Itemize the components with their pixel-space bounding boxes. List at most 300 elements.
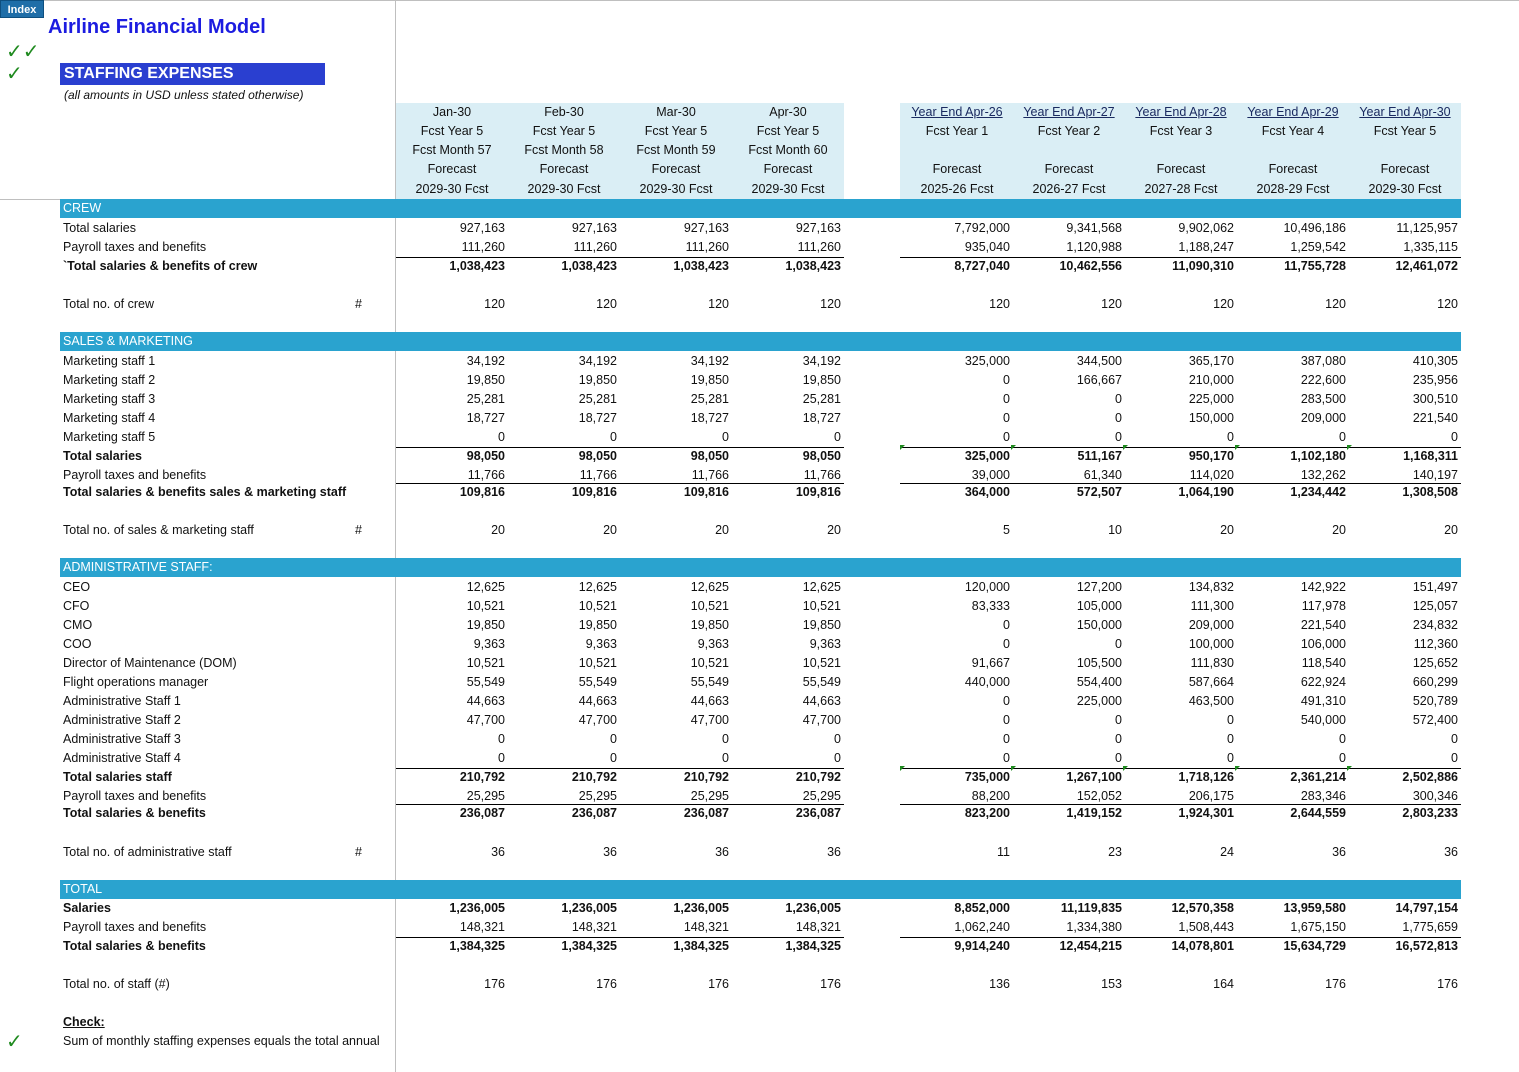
table-cell[interactable]: 1,384,325 [673, 939, 729, 953]
table-cell[interactable]: 16,572,813 [1395, 939, 1458, 953]
table-cell[interactable]: 0 [1115, 637, 1122, 651]
table-cell[interactable]: 47,700 [802, 713, 841, 727]
table-cell[interactable]: 9,363 [585, 637, 617, 651]
table-cell[interactable]: 10,521 [466, 599, 505, 613]
table-cell[interactable]: 10,521 [690, 599, 729, 613]
table-cell[interactable]: 236,087 [683, 806, 729, 820]
table-cell[interactable]: 0 [1003, 637, 1010, 651]
table-cell[interactable]: 109,816 [459, 485, 505, 499]
table-cell[interactable]: 12,625 [802, 580, 841, 594]
table-cell[interactable]: 105,000 [1076, 599, 1122, 613]
table-cell[interactable]: 20 [1220, 523, 1234, 537]
table-cell[interactable]: 18,727 [578, 411, 617, 425]
table-cell[interactable]: 0 [834, 732, 841, 746]
table-cell[interactable]: 1,924,301 [1178, 806, 1234, 820]
section-title: STAFFING EXPENSES [60, 63, 325, 85]
table-cell[interactable]: 1,775,659 [1402, 920, 1458, 934]
table-cell[interactable]: 463,500 [1188, 694, 1234, 708]
table-cell[interactable]: 36 [491, 845, 505, 859]
table-cell[interactable]: 18,727 [690, 411, 729, 425]
table-cell[interactable]: 491,310 [1300, 694, 1346, 708]
table-cell[interactable]: 44,663 [690, 694, 729, 708]
table-cell[interactable]: 0 [610, 430, 617, 444]
table-cell[interactable]: 148,321 [571, 920, 617, 934]
table-cell[interactable]: 0 [1451, 732, 1458, 746]
table-cell[interactable]: 0 [1339, 732, 1346, 746]
table-cell[interactable]: 1,236,005 [449, 901, 505, 915]
table-cell[interactable]: 10,521 [802, 599, 841, 613]
table-cell[interactable]: 140,197 [1412, 468, 1458, 482]
row-label: Marketing staff 2 [63, 373, 156, 387]
table-cell[interactable]: 98,050 [802, 449, 841, 463]
table-cell[interactable]: 47,700 [578, 713, 617, 727]
table-cell[interactable]: 166,667 [1076, 373, 1122, 387]
table-cell[interactable]: 9,363 [809, 637, 841, 651]
table-cell[interactable]: 120 [1325, 297, 1346, 311]
table-cell[interactable]: 1,308,508 [1402, 485, 1458, 499]
table-cell[interactable]: 120 [484, 297, 505, 311]
column-header-2-line-3: Fcst Month 58 [524, 143, 604, 157]
table-cell[interactable]: 148,321 [459, 920, 505, 934]
table-cell[interactable]: 12,625 [466, 580, 505, 594]
table-cell[interactable]: 13,959,580 [1283, 901, 1346, 915]
table-cell[interactable]: 47,700 [466, 713, 505, 727]
table-cell[interactable]: 1,120,988 [1066, 240, 1122, 254]
table-cell[interactable]: 20 [491, 523, 505, 537]
table-cell[interactable]: 410,305 [1412, 354, 1458, 368]
table-cell[interactable]: 0 [1227, 732, 1234, 746]
table-cell[interactable]: 927,163 [459, 221, 505, 235]
table-cell[interactable]: 0 [722, 732, 729, 746]
table-cell[interactable]: 91,667 [971, 656, 1010, 670]
table-cell[interactable]: 150,000 [1188, 411, 1234, 425]
table-cell[interactable]: 18,727 [466, 411, 505, 425]
table-cell[interactable]: 98,050 [466, 449, 505, 463]
table-cell[interactable]: 105,500 [1076, 656, 1122, 670]
table-cell[interactable]: 34,192 [578, 354, 617, 368]
table-cell[interactable]: 19,850 [578, 618, 617, 632]
table-cell[interactable]: 9,341,568 [1066, 221, 1122, 235]
table-cell[interactable]: 8,727,040 [954, 259, 1010, 273]
table-cell[interactable]: 11,766 [467, 468, 505, 482]
table-cell[interactable]: 0 [1227, 751, 1234, 765]
table-cell[interactable]: 151,497 [1412, 580, 1458, 594]
table-cell[interactable]: 176 [1437, 977, 1458, 991]
table-cell[interactable]: 36 [827, 845, 841, 859]
table-cell[interactable]: 209,000 [1188, 618, 1234, 632]
table-cell[interactable]: 1,259,542 [1290, 240, 1346, 254]
formula-warning-marker [1011, 445, 1016, 450]
table-cell[interactable]: 2,361,214 [1290, 770, 1346, 784]
table-cell[interactable]: 10,462,556 [1059, 259, 1122, 273]
table-cell[interactable]: 111,260 [461, 240, 505, 254]
check-label: Check: [63, 1015, 105, 1029]
table-cell[interactable]: 572,400 [1412, 713, 1458, 727]
row-label: CEO [63, 580, 91, 594]
table-cell[interactable]: 0 [1227, 713, 1234, 727]
table-cell[interactable]: 36 [715, 845, 729, 859]
table-cell[interactable]: 0 [1451, 751, 1458, 765]
table-cell[interactable]: 1,038,423 [561, 259, 617, 273]
table-cell[interactable]: 20 [715, 523, 729, 537]
table-cell[interactable]: 0 [1115, 732, 1122, 746]
table-cell[interactable]: 148,321 [683, 920, 729, 934]
formula-warning-marker [900, 445, 905, 450]
table-cell[interactable]: 1,267,100 [1066, 770, 1122, 784]
table-cell[interactable]: 19,850 [578, 373, 617, 387]
table-cell[interactable]: 823,200 [964, 806, 1010, 820]
table-cell[interactable]: 98,050 [690, 449, 729, 463]
table-cell[interactable]: 176 [708, 977, 729, 991]
table-cell[interactable]: 0 [1115, 411, 1122, 425]
table-cell[interactable]: 1,236,005 [561, 901, 617, 915]
table-cell[interactable]: 0 [722, 430, 729, 444]
index-tab-button[interactable]: Index [0, 0, 44, 18]
table-cell[interactable]: 222,600 [1300, 373, 1346, 387]
table-cell[interactable]: 120 [596, 297, 617, 311]
table-cell[interactable]: 0 [1003, 618, 1010, 632]
table-cell[interactable]: 0 [1339, 430, 1346, 444]
table-cell[interactable]: 511,167 [1077, 449, 1122, 463]
table-cell[interactable]: 111,260 [797, 240, 841, 254]
table-cell[interactable]: 572,507 [1076, 485, 1122, 499]
table-cell[interactable]: 125,652 [1412, 656, 1458, 670]
table-cell[interactable]: 0 [498, 430, 505, 444]
table-cell[interactable]: 114,020 [1189, 468, 1234, 482]
table-cell[interactable]: 55,549 [578, 675, 617, 689]
table-cell[interactable]: 176 [596, 977, 617, 991]
table-cell[interactable]: 1,038,423 [673, 259, 729, 273]
table-cell[interactable]: 622,924 [1300, 675, 1346, 689]
table-cell[interactable]: 0 [1003, 373, 1010, 387]
table-cell[interactable]: 19,850 [690, 373, 729, 387]
table-cell[interactable]: 1,508,443 [1178, 920, 1234, 934]
table-cell[interactable]: 1,064,190 [1178, 485, 1234, 499]
table-cell[interactable]: 176 [1325, 977, 1346, 991]
table-cell[interactable]: 0 [498, 751, 505, 765]
table-cell[interactable]: 25,281 [578, 392, 617, 406]
table-cell[interactable]: 283,500 [1300, 392, 1346, 406]
table-cell[interactable]: 10,521 [466, 656, 505, 670]
column-header-3-line-1: Mar-30 [656, 105, 696, 119]
table-cell[interactable]: 19,850 [802, 373, 841, 387]
table-cell[interactable]: 136 [989, 977, 1010, 991]
table-cell[interactable]: 120 [1101, 297, 1122, 311]
table-cell[interactable]: 0 [1003, 392, 1010, 406]
table-cell[interactable]: 55,549 [802, 675, 841, 689]
table-cell[interactable]: 19,850 [466, 618, 505, 632]
table-cell[interactable]: 0 [1339, 751, 1346, 765]
table-cell[interactable]: 0 [1003, 713, 1010, 727]
row-label: Payroll taxes and benefits [63, 240, 207, 254]
table-cell[interactable]: 1,335,115 [1403, 240, 1458, 254]
table-cell[interactable]: 83,333 [971, 599, 1010, 613]
table-cell[interactable]: 0 [610, 751, 617, 765]
table-cell[interactable]: 0 [1115, 392, 1122, 406]
table-cell[interactable]: 387,080 [1300, 354, 1346, 368]
table-cell[interactable]: 36 [1444, 845, 1458, 859]
table-cell[interactable]: 1,675,150 [1290, 920, 1346, 934]
table-cell[interactable]: 2,803,233 [1402, 806, 1458, 820]
table-cell[interactable]: 927,163 [683, 221, 729, 235]
table-cell[interactable]: 24 [1220, 845, 1234, 859]
table-cell[interactable]: 18,727 [802, 411, 841, 425]
table-cell[interactable]: 235,956 [1412, 373, 1458, 387]
table-cell[interactable]: 10,496,186 [1283, 221, 1346, 235]
table-cell[interactable]: 152,052 [1076, 789, 1122, 803]
table-cell[interactable]: 11,766 [691, 468, 729, 482]
table-cell[interactable]: 0 [1115, 751, 1122, 765]
table-cell[interactable]: 11,090,310 [1172, 259, 1234, 273]
table-cell[interactable]: 36 [1332, 845, 1346, 859]
column-header-9-line-5: 2029-30 Fcst [1368, 182, 1442, 196]
table-cell[interactable]: 11,125,957 [1396, 221, 1458, 235]
table-cell[interactable]: 14,797,154 [1395, 901, 1458, 915]
table-cell[interactable]: 1,038,423 [449, 259, 505, 273]
table-cell[interactable]: 10,521 [578, 656, 617, 670]
table-cell[interactable]: 1,188,247 [1178, 240, 1234, 254]
table-cell[interactable]: 8,852,000 [954, 901, 1010, 915]
table-cell[interactable]: 0 [722, 751, 729, 765]
table-cell[interactable]: 1,419,152 [1066, 806, 1122, 820]
table-cell[interactable]: 210,792 [683, 770, 729, 784]
table-cell[interactable]: 11,755,728 [1284, 259, 1346, 273]
table-cell[interactable]: 221,540 [1300, 618, 1346, 632]
table-cell[interactable]: 225,000 [1188, 392, 1234, 406]
table-cell[interactable]: 109,816 [683, 485, 729, 499]
table-cell[interactable]: 1,236,005 [673, 901, 729, 915]
table-cell[interactable]: 225,000 [1076, 694, 1122, 708]
table-cell[interactable]: 47,700 [690, 713, 729, 727]
table-cell[interactable]: 118,540 [1301, 656, 1346, 670]
row-label: Payroll taxes and benefits [63, 920, 207, 934]
table-cell[interactable]: 106,000 [1300, 637, 1346, 651]
table-cell[interactable]: 134,832 [1188, 580, 1234, 594]
table-cell[interactable]: 34,192 [690, 354, 729, 368]
table-cell[interactable]: 25,295 [802, 789, 841, 803]
table-cell[interactable]: 25,281 [802, 392, 841, 406]
table-cell[interactable]: 344,500 [1076, 354, 1122, 368]
table-cell[interactable]: 236,087 [795, 806, 841, 820]
table-cell[interactable]: 1,384,325 [449, 939, 505, 953]
table-cell[interactable]: 300,510 [1412, 392, 1458, 406]
table-cell[interactable]: 61,340 [1083, 468, 1122, 482]
table-cell[interactable]: 236,087 [459, 806, 505, 820]
table-cell[interactable]: 9,902,062 [1178, 221, 1234, 235]
table-cell[interactable]: 12,461,072 [1395, 259, 1458, 273]
table-cell[interactable]: 12,625 [578, 580, 617, 594]
table-cell[interactable]: 210,792 [459, 770, 505, 784]
table-cell[interactable]: 364,000 [964, 485, 1010, 499]
table-cell[interactable]: 0 [610, 732, 617, 746]
table-cell[interactable]: 1,384,325 [785, 939, 841, 953]
table-cell[interactable]: 12,570,358 [1171, 901, 1234, 915]
column-header-1-line-2: Fcst Year 5 [420, 124, 484, 138]
table-cell[interactable]: 1,168,311 [1403, 449, 1458, 463]
formula-warning-marker [1123, 445, 1128, 450]
column-header-7-line-4: Forecast [1156, 162, 1206, 176]
table-cell[interactable]: 112,360 [1413, 637, 1458, 651]
table-cell[interactable]: 11 [997, 845, 1010, 859]
table-cell[interactable]: 19,850 [802, 618, 841, 632]
table-cell[interactable]: 12,454,215 [1059, 939, 1122, 953]
table-cell[interactable]: 98,050 [578, 449, 617, 463]
table-cell[interactable]: 20 [1332, 523, 1346, 537]
row-label: Total salaries & benefits [63, 939, 206, 953]
table-cell[interactable]: 0 [834, 430, 841, 444]
table-cell[interactable]: 23 [1108, 845, 1122, 859]
table-cell[interactable]: 0 [1003, 732, 1010, 746]
table-cell[interactable]: 660,299 [1412, 675, 1458, 689]
table-cell[interactable]: 0 [1115, 713, 1122, 727]
table-cell[interactable]: 0 [1115, 430, 1122, 444]
table-cell[interactable]: 1,062,240 [954, 920, 1010, 934]
column-header-2-line-1: Feb-30 [544, 105, 584, 119]
table-cell[interactable]: 164 [1213, 977, 1234, 991]
table-cell[interactable]: 935,040 [964, 240, 1010, 254]
table-cell[interactable]: 9,363 [697, 637, 729, 651]
table-cell[interactable]: 127,200 [1076, 580, 1122, 594]
table-cell[interactable]: 283,346 [1300, 789, 1346, 803]
table-cell[interactable]: 19,850 [690, 618, 729, 632]
table-cell[interactable]: 7,792,000 [954, 221, 1010, 235]
table-cell[interactable]: 44,663 [466, 694, 505, 708]
table-cell[interactable]: 365,170 [1188, 354, 1234, 368]
table-cell[interactable]: 12,625 [690, 580, 729, 594]
table-cell[interactable]: 11,119,835 [1060, 901, 1122, 915]
table-cell[interactable]: 1,718,126 [1178, 770, 1234, 784]
table-cell[interactable]: 520,789 [1412, 694, 1458, 708]
table-cell[interactable]: 540,000 [1300, 713, 1346, 727]
table-cell[interactable]: 10,521 [802, 656, 841, 670]
table-cell[interactable]: 148,321 [795, 920, 841, 934]
table-cell[interactable]: 0 [1451, 430, 1458, 444]
table-cell[interactable]: 927,163 [571, 221, 617, 235]
table-cell[interactable]: 25,295 [690, 789, 729, 803]
table-cell[interactable]: 25,295 [578, 789, 617, 803]
table-cell[interactable]: 19,850 [466, 373, 505, 387]
table-cell[interactable]: 111,260 [685, 240, 729, 254]
table-cell[interactable]: 120 [1437, 297, 1458, 311]
table-cell[interactable]: 0 [1003, 430, 1010, 444]
table-cell[interactable]: 88,200 [971, 789, 1010, 803]
table-cell[interactable]: 325,000 [964, 354, 1010, 368]
column-header-9-line-1: Year End Apr-30 [1359, 105, 1451, 119]
table-cell[interactable]: 210,792 [795, 770, 841, 784]
table-cell[interactable]: 221,540 [1412, 411, 1458, 425]
table-cell[interactable]: 5 [1003, 523, 1010, 537]
table-cell[interactable]: 300,346 [1412, 789, 1458, 803]
table-cell[interactable]: 1,038,423 [785, 259, 841, 273]
table-cell[interactable]: 950,170 [1188, 449, 1234, 463]
table-cell[interactable]: 25,281 [466, 392, 505, 406]
table-cell[interactable]: 9,363 [473, 637, 505, 651]
table-cell[interactable]: 10 [1108, 523, 1122, 537]
table-cell[interactable]: 1,234,442 [1290, 485, 1346, 499]
column-header-3-line-4: Forecast [651, 162, 701, 176]
table-cell[interactable]: 0 [1003, 694, 1010, 708]
subtotal-rule [396, 937, 844, 938]
table-cell[interactable]: 554,400 [1076, 675, 1122, 689]
table-cell[interactable]: 20 [603, 523, 617, 537]
table-cell[interactable]: 120 [989, 297, 1010, 311]
table-cell[interactable]: 20 [827, 523, 841, 537]
table-cell[interactable]: 176 [484, 977, 505, 991]
table-cell[interactable]: 14,078,801 [1171, 939, 1234, 953]
table-cell[interactable]: 0 [498, 732, 505, 746]
table-cell[interactable]: 25,281 [690, 392, 729, 406]
table-cell[interactable]: 120 [1213, 297, 1234, 311]
table-cell[interactable]: 587,664 [1188, 675, 1234, 689]
table-cell[interactable]: 34,192 [802, 354, 841, 368]
table-cell[interactable]: 120 [820, 297, 841, 311]
table-cell[interactable]: 125,057 [1412, 599, 1458, 613]
table-cell[interactable]: 9,914,240 [954, 939, 1010, 953]
table-cell[interactable]: 15,634,729 [1283, 939, 1346, 953]
table-cell[interactable]: 206,175 [1188, 789, 1234, 803]
table-cell[interactable]: 0 [1003, 411, 1010, 425]
table-cell[interactable]: 25,295 [466, 789, 505, 803]
table-cell[interactable]: 20 [1444, 523, 1458, 537]
table-cell[interactable]: 2,502,886 [1402, 770, 1458, 784]
table-cell[interactable]: 109,816 [795, 485, 841, 499]
table-cell[interactable]: 142,922 [1300, 580, 1346, 594]
table-cell[interactable]: 0 [1227, 430, 1234, 444]
table-cell[interactable]: 132,262 [1300, 468, 1346, 482]
table-cell[interactable]: 325,000 [964, 449, 1010, 463]
table-cell[interactable]: 120 [708, 297, 729, 311]
table-cell[interactable]: 111,300 [1190, 599, 1234, 613]
table-cell[interactable]: 11,766 [579, 468, 617, 482]
table-cell[interactable]: 735,000 [964, 770, 1010, 784]
table-cell[interactable]: 55,549 [466, 675, 505, 689]
table-cell[interactable]: 10,521 [578, 599, 617, 613]
table-cell[interactable]: 111,830 [1190, 656, 1234, 670]
table-cell[interactable]: 153 [1101, 977, 1122, 991]
table-cell[interactable]: 2,644,559 [1290, 806, 1346, 820]
table-cell[interactable]: 120,000 [964, 580, 1010, 594]
table-cell[interactable]: 11,766 [803, 468, 841, 482]
table-cell[interactable]: 39,000 [971, 468, 1010, 482]
table-cell[interactable]: 1,384,325 [561, 939, 617, 953]
table-cell[interactable]: 176 [820, 977, 841, 991]
table-cell[interactable]: 927,163 [795, 221, 841, 235]
table-cell[interactable]: 1,102,180 [1290, 449, 1346, 463]
table-cell[interactable]: 44,663 [802, 694, 841, 708]
table-cell[interactable]: 109,816 [571, 485, 617, 499]
table-cell[interactable]: 234,832 [1412, 618, 1458, 632]
table-cell[interactable]: 210,000 [1188, 373, 1234, 387]
table-cell[interactable]: 1,334,380 [1066, 920, 1122, 934]
row-label: Marketing staff 3 [63, 392, 156, 406]
table-cell[interactable]: 150,000 [1076, 618, 1122, 632]
table-cell[interactable]: 440,000 [964, 675, 1010, 689]
table-cell[interactable]: 10,521 [690, 656, 729, 670]
table-cell[interactable]: 0 [1003, 751, 1010, 765]
table-cell[interactable]: 111,260 [573, 240, 617, 254]
table-cell[interactable]: 1,236,005 [785, 901, 841, 915]
table-cell[interactable]: 34,192 [466, 354, 505, 368]
table-cell[interactable]: 0 [834, 751, 841, 765]
table-cell[interactable]: 209,000 [1300, 411, 1346, 425]
table-cell[interactable]: 100,000 [1188, 637, 1234, 651]
table-cell[interactable]: 55,549 [690, 675, 729, 689]
table-cell[interactable]: 36 [603, 845, 617, 859]
table-cell[interactable]: 210,792 [571, 770, 617, 784]
table-cell[interactable]: 117,978 [1301, 599, 1346, 613]
table-cell[interactable]: 236,087 [571, 806, 617, 820]
table-cell[interactable]: 44,663 [578, 694, 617, 708]
